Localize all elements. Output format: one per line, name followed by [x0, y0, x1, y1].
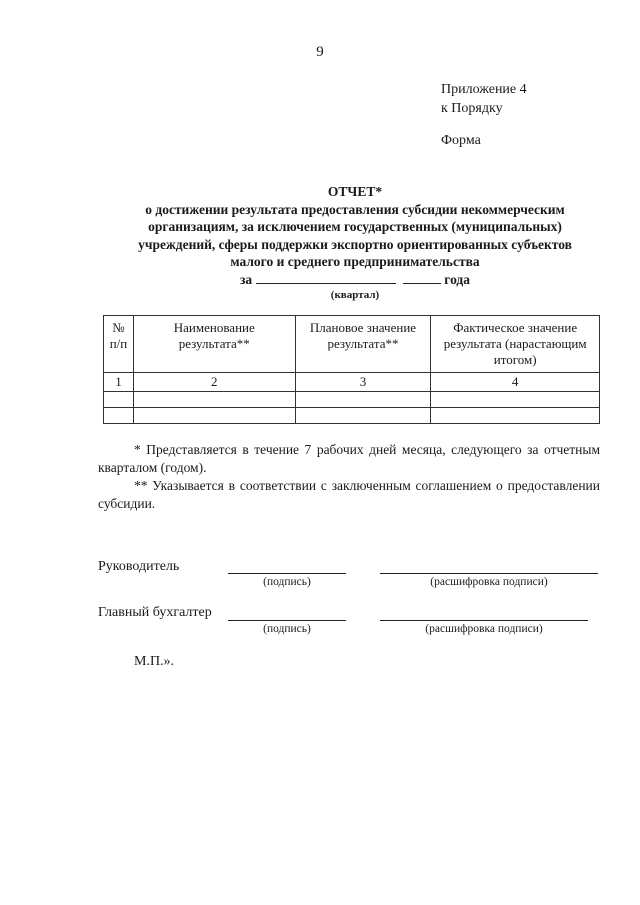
title-line-2: о достижении результата предоставления субсидии некоммерческим — [145, 201, 565, 217]
table-cell — [133, 408, 295, 424]
period-prefix: за — [239, 272, 253, 287]
appendix-line-2: к Порядку — [441, 101, 503, 116]
accountant-decoding-caption: (расшифровка подписи) — [425, 623, 543, 635]
period-caption: (квартал) — [330, 289, 380, 301]
table-cell — [104, 408, 134, 424]
accountant-label: Главный бухгалтер — [98, 605, 212, 620]
appendix-line-1: Приложение 4 — [441, 82, 527, 97]
report-title — [100, 183, 610, 271]
page-number: 9 — [316, 44, 324, 60]
footnote-2 — [98, 477, 600, 513]
head-signature-caption: (подпись) — [263, 576, 311, 588]
table-header-row — [104, 316, 600, 373]
title-line-1: ОТЧЕТ* — [327, 184, 383, 199]
header-actual-value: Фактическое значение результата (нарастающим итогом) — [431, 316, 600, 373]
header-planned-value: Плановое значение результата** — [295, 316, 431, 373]
accountant-signature-line — [228, 620, 346, 621]
table-cell — [295, 392, 431, 408]
accountant-signature-caption: (подпись) — [263, 623, 311, 635]
table-cell — [431, 408, 600, 424]
period-line — [100, 271, 610, 288]
column-number-4: 4 — [431, 373, 600, 392]
table-cell — [295, 408, 431, 424]
form-label: Форма — [441, 133, 481, 148]
quarter-blank — [256, 271, 396, 284]
table-cell — [431, 392, 600, 408]
head-decoding-caption: (расшифровка подписи) — [430, 576, 548, 588]
head-signature-line — [228, 573, 346, 574]
head-label: Руководитель — [98, 559, 180, 574]
column-number-3: 3 — [295, 373, 431, 392]
title-line-4: учреждений, сферы поддержки экспортно ориентированных субъектов — [138, 236, 572, 252]
footnote-1-text: * Представляется в течение 7 рабочих дней месяца, следующего за отчетным кварталом (годом). — [98, 442, 600, 475]
footnote-1 — [98, 441, 600, 477]
year-blank — [403, 271, 441, 284]
period-suffix: года — [444, 272, 471, 287]
appendix-reference — [441, 80, 527, 118]
table-cell — [133, 392, 295, 408]
head-decoding-line — [380, 573, 598, 574]
column-number-2: 2 — [133, 373, 295, 392]
header-result-name: Наименование результата** — [133, 316, 295, 373]
accountant-decoding-line — [380, 620, 588, 621]
footnote-2-text: ** Указывается в соответствии с заключенным соглашением о предоставлении субсидии. — [98, 478, 600, 511]
stamp-placeholder: М.П.». — [134, 654, 175, 669]
title-line-5: малого и среднего предпринимательства — [230, 254, 480, 269]
table-row — [104, 408, 600, 424]
table-column-numbers-row — [104, 373, 600, 392]
header-number: № п/п — [104, 316, 134, 373]
results-table — [103, 315, 600, 424]
table-row — [104, 392, 600, 408]
table-cell — [104, 392, 134, 408]
column-number-1: 1 — [104, 373, 134, 392]
title-line-3: организациям, за исключением государственных (муниципальных) — [148, 219, 562, 234]
